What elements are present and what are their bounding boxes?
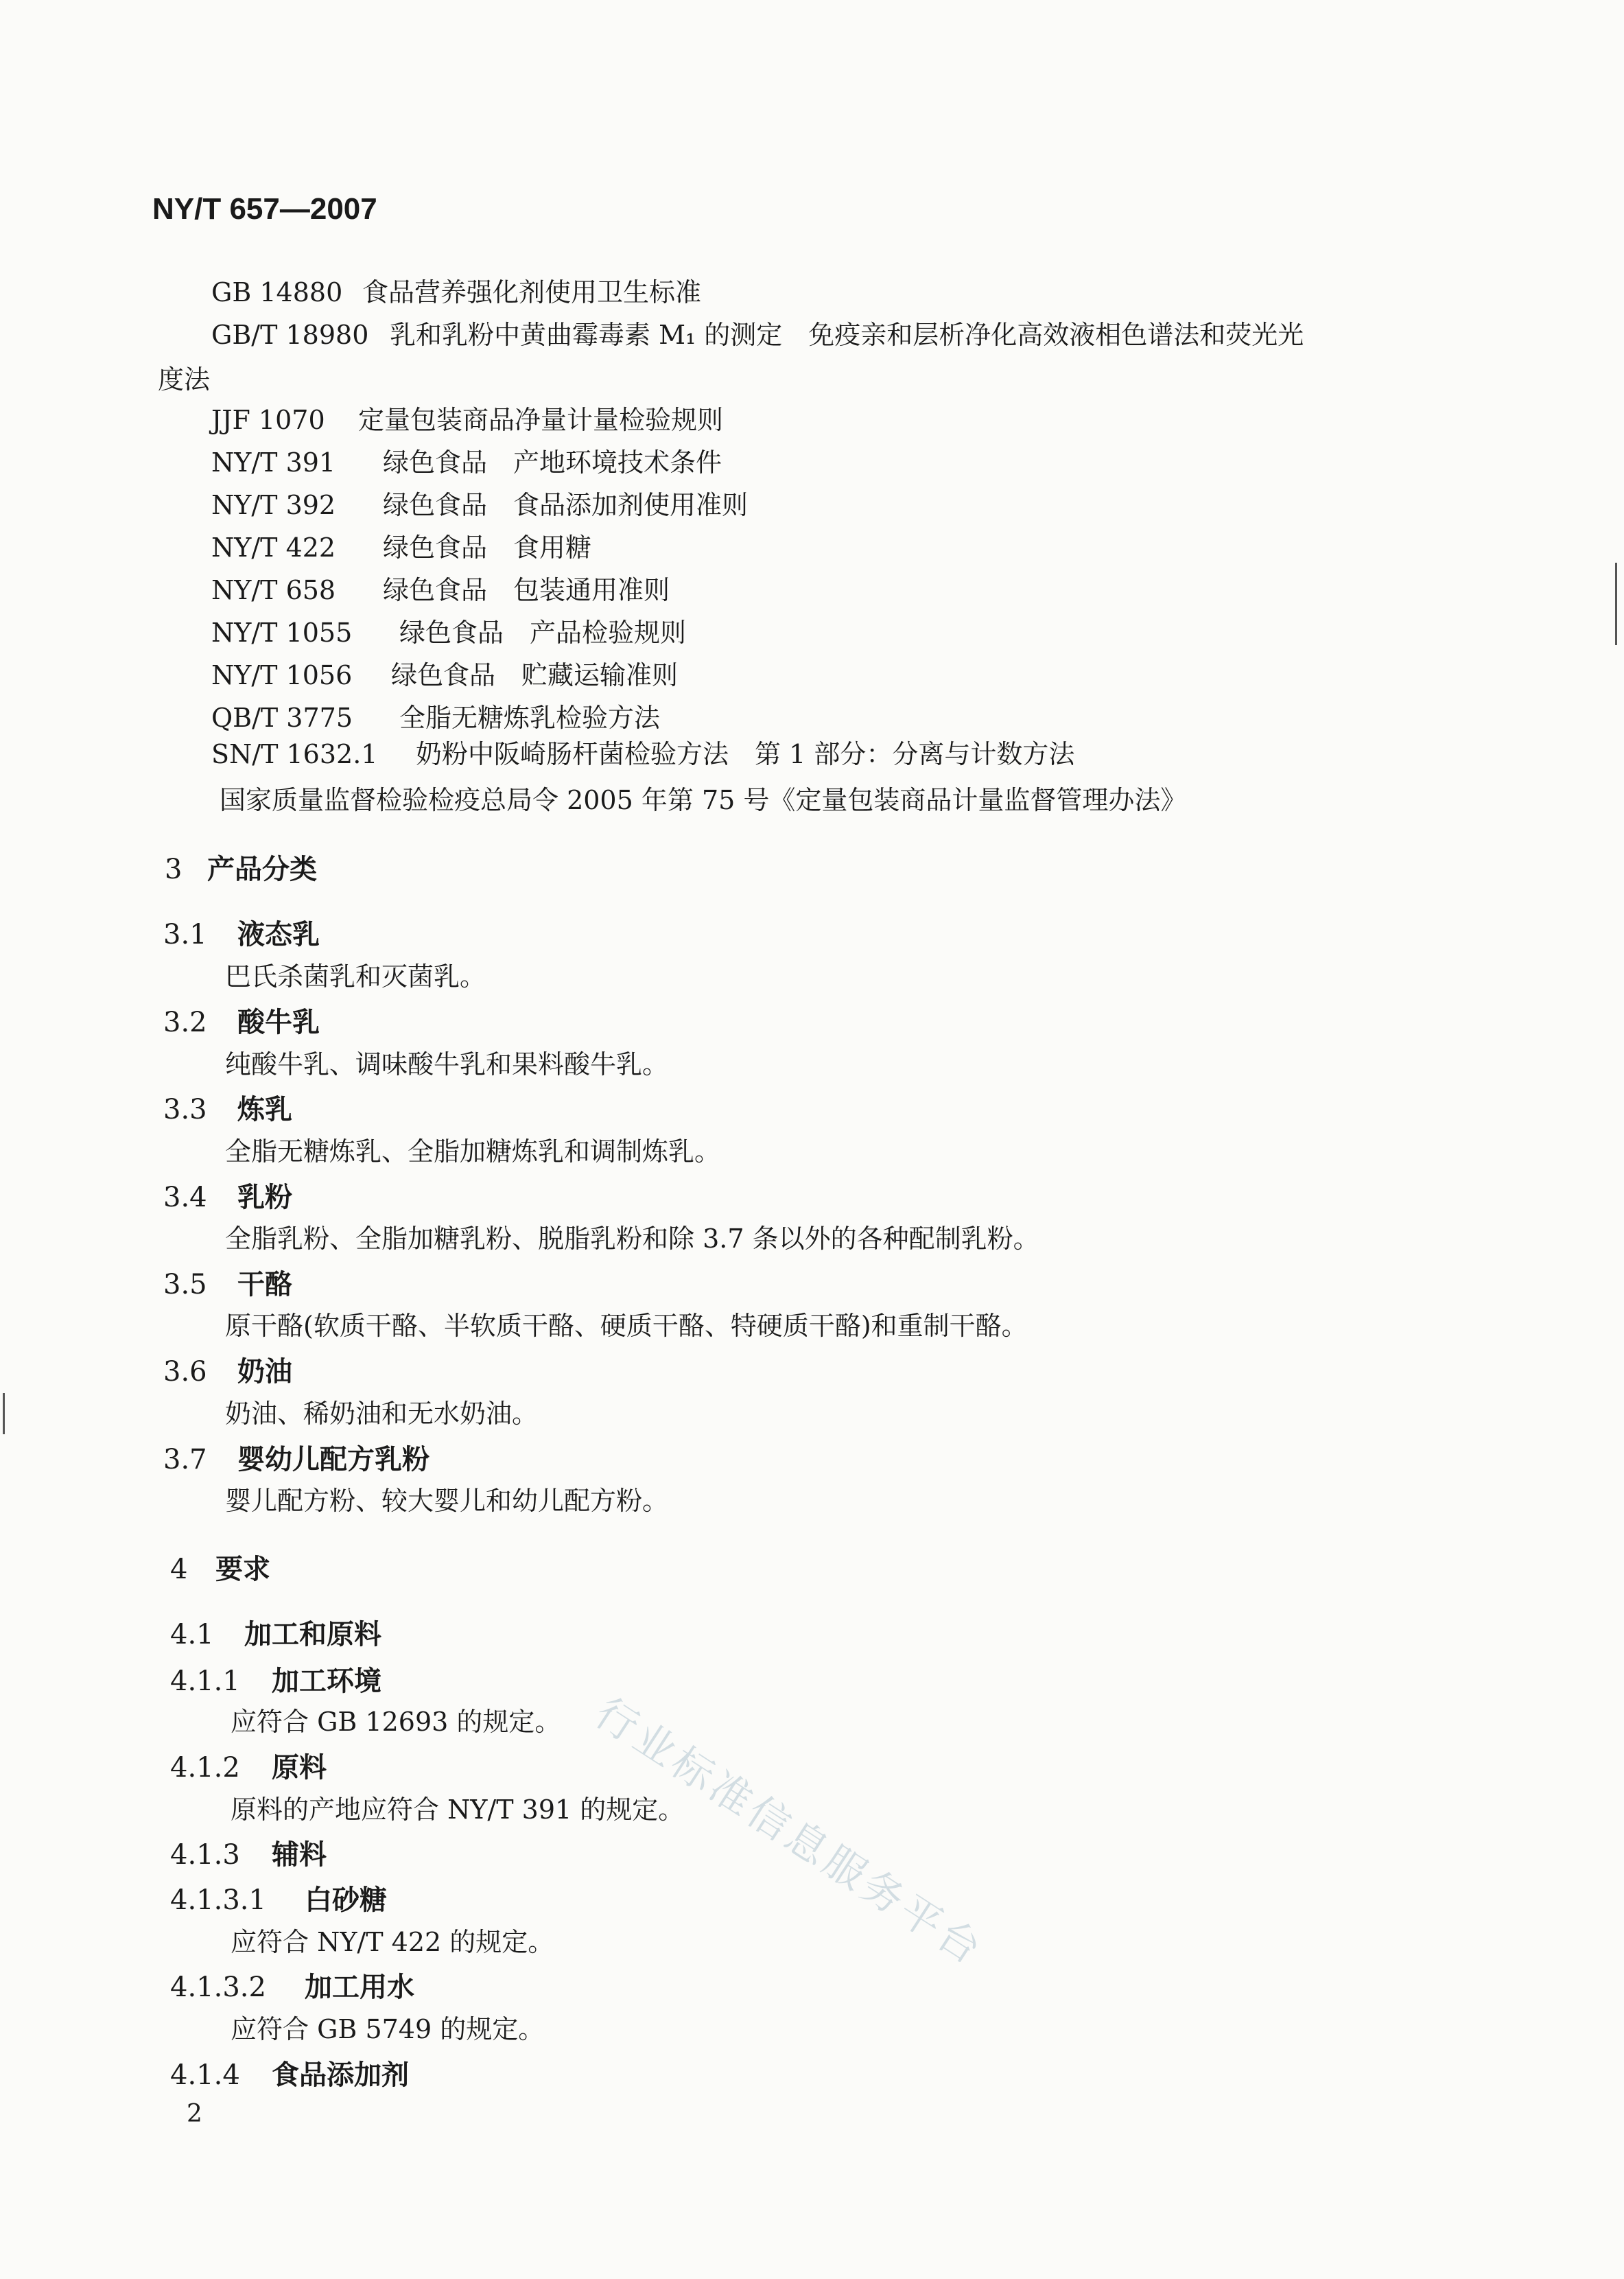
reference-title: 绿色食品 食品添加剂使用准则 bbox=[383, 490, 749, 520]
section-number: 3 bbox=[165, 854, 183, 885]
section-title: 要求 bbox=[215, 1554, 270, 1585]
clause-title: 辅料 bbox=[272, 1839, 327, 1871]
reference-item bbox=[211, 733, 1074, 771]
clause-number: 3.5 bbox=[163, 1269, 207, 1300]
clause-number: 3.6 bbox=[163, 1356, 207, 1388]
reference-title: 乳和乳粉中黄曲霉毒素 M₁ 的测定 免疫亲和层析净化高效液相色谱法和荧光光 bbox=[390, 320, 1304, 350]
clause-number: 4.1.2 bbox=[170, 1752, 240, 1784]
clause-number: 3.2 bbox=[163, 1007, 207, 1038]
clause-title: 酸牛乳 bbox=[237, 1007, 320, 1038]
reference-title: 全脂无糖炼乳检验方法 bbox=[399, 703, 661, 733]
clause-number: 3.1 bbox=[163, 919, 207, 950]
clause-heading bbox=[163, 913, 320, 952]
section-title: 产品分类 bbox=[207, 854, 317, 885]
reference-item bbox=[211, 654, 678, 692]
reference-item-continuation bbox=[158, 358, 210, 396]
reference-title: 食品营养强化剂使用卫生标准 bbox=[362, 277, 702, 307]
clause-heading bbox=[163, 1263, 292, 1302]
clause-body: 原料的产地应符合 NY/T 391 的规定。 bbox=[231, 1795, 685, 1825]
reference-title: 奶粉中阪崎肠杆菌检验方法 第 1 部分：分离与计数方法 bbox=[416, 739, 1075, 769]
clause-number: 3.3 bbox=[163, 1094, 207, 1125]
clause-title: 婴幼儿配方乳粉 bbox=[237, 1444, 429, 1475]
clause-body: 全脂乳粉、全脂加糖乳粉、脱脂乳粉和除 3.7 条以外的各种配制乳粉。 bbox=[225, 1224, 1039, 1254]
clause-heading bbox=[163, 1001, 320, 1040]
clause-body: 应符合 GB 12693 的规定。 bbox=[231, 1707, 561, 1737]
clause-title: 原料 bbox=[272, 1752, 327, 1784]
reference-code: NY/T 1055 bbox=[211, 618, 353, 648]
reference-item bbox=[211, 611, 686, 649]
clause-title: 加工和原料 bbox=[244, 1619, 381, 1650]
clause-heading bbox=[163, 1176, 292, 1215]
reference-item bbox=[211, 441, 722, 479]
clause-body: 应符合 NY/T 422 的规定。 bbox=[231, 1927, 554, 1957]
clause-title: 干酪 bbox=[237, 1269, 292, 1300]
clause-body: 奶油、稀奶油和无水奶油。 bbox=[225, 1399, 539, 1429]
reference-title: 绿色食品 包装通用准则 bbox=[383, 575, 670, 605]
reference-item bbox=[211, 314, 1304, 351]
page-number: 2 bbox=[187, 2100, 202, 2128]
clause-title: 加工环境 bbox=[272, 1666, 381, 1697]
reference-code: GB 14880 bbox=[211, 277, 343, 307]
reference-item bbox=[211, 271, 701, 309]
clause-number: 4.1.1 bbox=[170, 1666, 240, 1697]
reference-item bbox=[211, 697, 660, 734]
clause-number: 4.1.3 bbox=[170, 1839, 240, 1871]
reference-code: GB/T 18980 bbox=[211, 320, 369, 350]
reference-item bbox=[220, 779, 1186, 817]
reference-item bbox=[211, 399, 723, 436]
reference-title: 绿色食品 产品检验规则 bbox=[399, 618, 687, 648]
clause-number: 4.1.3.2 bbox=[170, 1972, 266, 2003]
clause-body: 原干酪(软质干酪、半软质干酪、硬质干酪、特硬质干酪)和重制干酪。 bbox=[225, 1311, 1028, 1341]
reference-item bbox=[211, 526, 591, 564]
reference-code: JJF 1070 bbox=[211, 405, 325, 435]
reference-title: 绿色食品 食用糖 bbox=[383, 533, 592, 563]
clause-number: 4.1.4 bbox=[170, 2059, 240, 2091]
reference-title: 绿色食品 产地环境技术条件 bbox=[383, 447, 722, 478]
section-4-heading bbox=[170, 1547, 270, 1587]
clause-body: 应符合 GB 5749 的规定。 bbox=[231, 2014, 545, 2044]
section-3-heading bbox=[165, 848, 317, 887]
clause-heading bbox=[170, 1746, 327, 1785]
reference-code: NY/T 1056 bbox=[211, 660, 353, 690]
clause-heading bbox=[170, 1613, 381, 1652]
clause-heading bbox=[170, 1659, 381, 1698]
reference-code: NY/T 658 bbox=[211, 575, 336, 605]
clause-body: 婴儿配方粉、较大婴儿和幼儿配方粉。 bbox=[225, 1486, 669, 1516]
clause-title: 加工用水 bbox=[305, 1972, 414, 2003]
clause-heading bbox=[170, 2053, 409, 2092]
reference-code: NY/T 391 bbox=[211, 447, 336, 478]
scan-edge-mark bbox=[3, 1393, 5, 1434]
reference-title: 国家质量监督检验检疫总局令 2005 年第 75 号《定量包装商品计量监督管理办法》 bbox=[220, 785, 1187, 815]
reference-item bbox=[211, 569, 670, 607]
clause-heading bbox=[170, 1833, 327, 1872]
watermark: 行业标准信息服务平台 bbox=[586, 1688, 993, 1976]
reference-title: 绿色食品 贮藏运输准则 bbox=[391, 660, 679, 690]
clause-number: 3.7 bbox=[163, 1444, 207, 1475]
clause-heading bbox=[170, 1878, 387, 1917]
clause-title: 炼乳 bbox=[237, 1094, 292, 1125]
clause-number: 4.1 bbox=[170, 1619, 214, 1650]
reference-item bbox=[211, 484, 748, 522]
section-number: 4 bbox=[170, 1554, 188, 1585]
clause-number: 4.1.3.1 bbox=[170, 1884, 266, 1916]
clause-body: 纯酸牛乳、调味酸牛乳和果料酸牛乳。 bbox=[225, 1049, 669, 1079]
reference-code: NY/T 392 bbox=[211, 490, 336, 520]
document-code: NY/T 657—2007 bbox=[152, 192, 377, 226]
clause-title: 乳粉 bbox=[237, 1182, 292, 1213]
clause-title: 食品添加剂 bbox=[272, 2059, 409, 2091]
clause-heading bbox=[163, 1088, 292, 1127]
clause-heading bbox=[163, 1438, 429, 1477]
clause-title: 白砂糖 bbox=[305, 1884, 387, 1916]
reference-code: SN/T 1632.1 bbox=[211, 739, 378, 769]
clause-body: 巴氏杀菌乳和灭菌乳。 bbox=[225, 961, 486, 992]
scan-edge-mark bbox=[1615, 563, 1617, 645]
clause-heading bbox=[170, 1965, 414, 2005]
clause-body: 全脂无糖炼乳、全脂加糖炼乳和调制炼乳。 bbox=[225, 1136, 721, 1167]
clause-number: 3.4 bbox=[163, 1182, 207, 1213]
reference-code: QB/T 3775 bbox=[211, 703, 353, 733]
clause-heading bbox=[163, 1350, 292, 1389]
clause-title: 液态乳 bbox=[237, 919, 320, 950]
reference-code: NY/T 422 bbox=[211, 533, 336, 563]
clause-title: 奶油 bbox=[237, 1356, 292, 1388]
reference-title: 度法 bbox=[158, 364, 211, 395]
reference-title: 定量包装商品净量计量检验规则 bbox=[358, 405, 724, 435]
